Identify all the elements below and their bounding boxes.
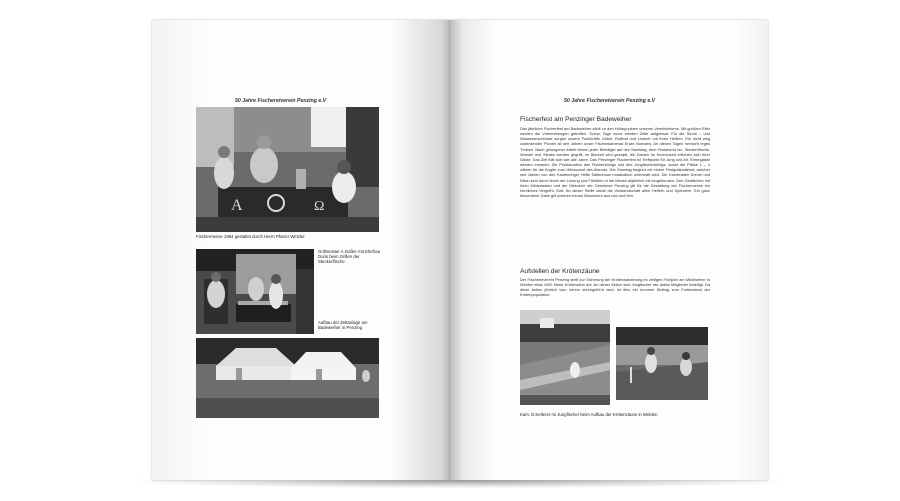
photo-fischermesse	[196, 107, 379, 232]
photo-fischermesse-image	[196, 107, 379, 232]
right-page-header: 50 Jahre Fischereiverein Penzing e.V	[564, 98, 656, 104]
left-page-header: 50 Jahre Fischereiverein Penzing e.V	[235, 98, 327, 104]
section-title-fischerfest: Fischerfest am Penzinger Badeweiher	[520, 116, 632, 123]
caption-grillmeister: Grillmeister A.Gößer mit Ehefrau Doris beim Grillen der Steckerlfische	[318, 249, 381, 265]
svg-text:Ω: Ω	[314, 199, 325, 214]
photo-grillmeister	[196, 249, 314, 334]
caption-zeltanlage: Aufbau der Zeltanlage am Badeweiher in Penzing	[318, 320, 368, 331]
caption-fischermesse: Fischermesse 1984 gestaltet durch Herrn Pfarrer Wetzler	[196, 234, 305, 239]
section-text-fischerfest: Das jährliche Fischerfest am Badeweiher zählt zu den Höhepunkten unseres Vereinslebens. Mit großem Eifer werden die Vorbereitungen getroffen. Schon Tage zuvor werden Zelte aufgebaut. Für die Strom – und Wasseranschlüsse sorgen unsere Fachkräfte Göbel, Rotthat und Lindner mit ihren Helfern. Ein nicht weg zudenkender Pionier ist seit Jahren unser Fischerkamerad Erwin Nowotny. An diesen Tagen herrscht reges Treiben. Nach gelungener Arbeit freuen jeder Beteiligte auf den Samstag, dem Festabend hin. Steckerlfische, Würstel und Steaks werden gegrillt, im Bierzelt wird gezapft, die Damen im Kuchenzelt erfreuen sich ihrer Gäste. Das Zelt füllt sich wie alle Jahre. Das Penzinger Fischerfest ist Treffpunkt für Jung und Alt. Ehrengäste werden erwartet. Die Proklamation des Fischerkönigs und des Jungfischerkönigs, sowie die Plätze 1 – 4 zählen für die Angler zum Höhepunkt des Abends. Der Sonntag beginnt mit einem Festgottesdienst, welcher seit Jahren von den Kaufeeringer Höfle Saitenmusi musikalisch untermalt wird. Die Kameraden Drexel und Kilian sind durch lesen der Lesung und Fürbitten in die Messe alljährlich mit eingebunden. Den Geistlichen mit ihren Ministranten und der Mesnerin der Gemeinde Penzing gilt für die Gestaltung der Fischermesse ein herzliches Vergelt’s Gott. An dieser Stelle dankt die Vorstandschaft allen Helfern und Spendern. Ein ganz besonderer Dank gilt unseren treuen Besuchern aus nah und fern.	[520, 126, 710, 199]
left-page	[152, 20, 450, 480]
photo-grillmeister-image	[196, 249, 314, 334]
photo-kroetenzaun-strasse-image	[520, 310, 610, 405]
photo-kroetenzaun-aufbau	[616, 327, 708, 400]
photo-zeltanlage-image	[196, 338, 379, 418]
caption-kroetenzaeune: Kam. D.Kellerer mi Jungfischer beim Aufbau der Krötenzäune in Welden	[520, 412, 658, 417]
photo-kroetenzaun-strasse	[520, 310, 610, 405]
photo-kroetenzaun-aufbau-image	[616, 327, 708, 400]
svg-text:A: A	[231, 197, 243, 214]
section-title-kroetenzaeune: Aufstellen der Krötenzäune	[520, 268, 600, 275]
section-text-kroetenzaeune: Der Fischereiverein Penzing stellt zur Sicherung der Krötenwanderung im zeitigen Frühjahr am Mühlweiher in Welden etwa 1000 Meter Krötenzahn auf. An dieser Aktion sind Jungfischer wie aktive Mitglieder beteiligt. Da diese Aktion jährlich vom Verein durchgeführt wird, ist dies ein enormer Beitrag zum Fortbestand der Krötenpopulation.	[520, 277, 710, 298]
right-page	[450, 20, 768, 480]
photo-zeltanlage	[196, 338, 379, 418]
